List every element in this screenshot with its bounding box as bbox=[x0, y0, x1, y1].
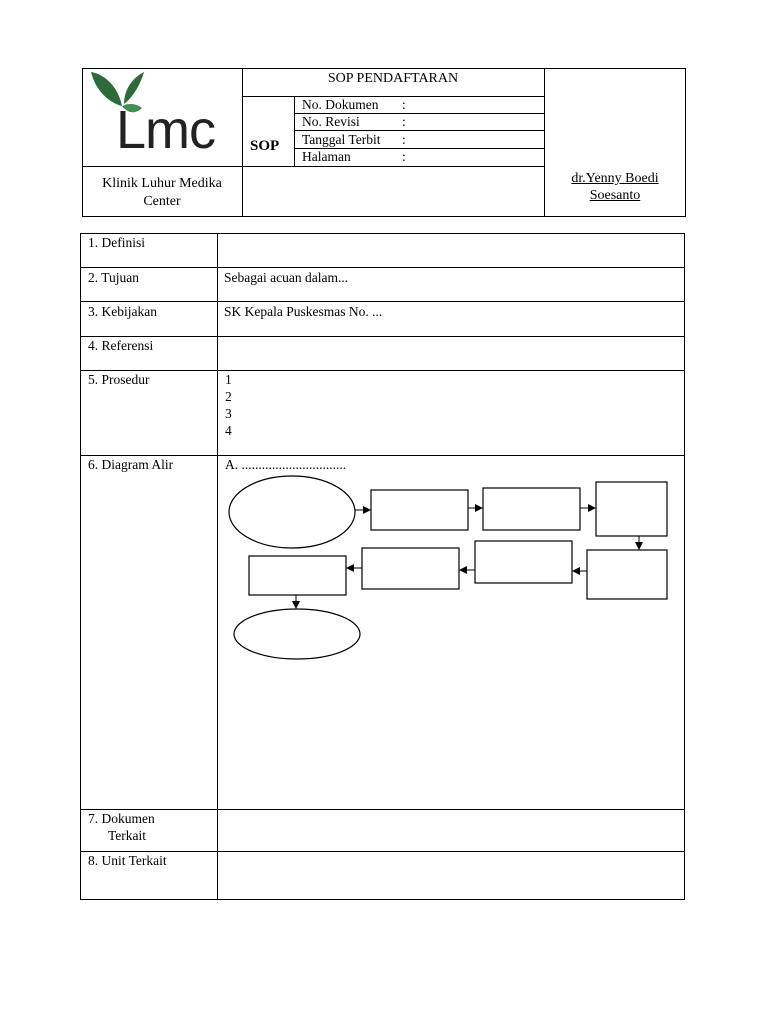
clinic-name: Klinik Luhur Medika Center bbox=[102, 176, 222, 209]
field-no-revisi-colon: : bbox=[402, 114, 406, 129]
flow-step-box bbox=[587, 550, 667, 599]
field-tanggal-terbit-colon: : bbox=[402, 132, 406, 147]
field-tanggal-terbit-label: Tanggal Terbit bbox=[302, 132, 381, 147]
section-dokumen-terkait-label: 7. Dokumen bbox=[88, 811, 155, 826]
field-halaman-label: Halaman bbox=[302, 149, 351, 164]
flow-step-box bbox=[475, 541, 572, 583]
section-definisi-label: 1. Definisi bbox=[88, 235, 145, 250]
prosedur-step: 4 bbox=[225, 423, 232, 438]
section-tujuan-label: 2. Tujuan bbox=[88, 270, 140, 285]
section-tujuan-content: Sebagai acuan dalam... bbox=[224, 270, 349, 285]
flow-step-box bbox=[596, 482, 667, 536]
flow-start-ellipse bbox=[229, 476, 355, 548]
flow-step-box bbox=[371, 490, 468, 530]
section-unit-terkait-label: 8. Unit Terkait bbox=[88, 853, 167, 868]
flow-step-box bbox=[362, 548, 459, 589]
prosedur-step: 1 bbox=[225, 372, 232, 387]
section-diagram-alir-label: 6. Diagram Alir bbox=[88, 457, 174, 472]
section-kebijakan-content: SK Kepala Puskesmas No. ... bbox=[224, 304, 383, 319]
signatory-name: dr.Yenny Boedi Soesanto bbox=[571, 171, 659, 203]
flow-step-box bbox=[249, 556, 346, 595]
document-title: SOP PENDAFTARAN bbox=[327, 71, 459, 86]
flow-end-ellipse bbox=[234, 609, 360, 659]
logo-text: Lmc bbox=[116, 100, 216, 160]
flow-step-box bbox=[483, 488, 580, 530]
prosedur-step: 3 bbox=[225, 406, 232, 421]
sop-label: SOP bbox=[250, 138, 280, 154]
section-referensi-label: 4. Referensi bbox=[88, 338, 154, 353]
section-kebijakan-label: 3. Kebijakan bbox=[88, 304, 157, 319]
field-no-revisi-label: No. Revisi bbox=[302, 114, 360, 129]
field-no-dokumen-label: No. Dokumen bbox=[302, 97, 379, 112]
section-prosedur-label: 5. Prosedur bbox=[88, 372, 150, 387]
field-halaman-colon: : bbox=[402, 149, 406, 164]
flow-label: A. ............................... bbox=[225, 457, 347, 472]
section-dokumen-terkait-label-2: Terkait bbox=[108, 828, 147, 843]
prosedur-step: 2 bbox=[225, 389, 232, 404]
field-no-dokumen-colon: : bbox=[402, 97, 406, 112]
